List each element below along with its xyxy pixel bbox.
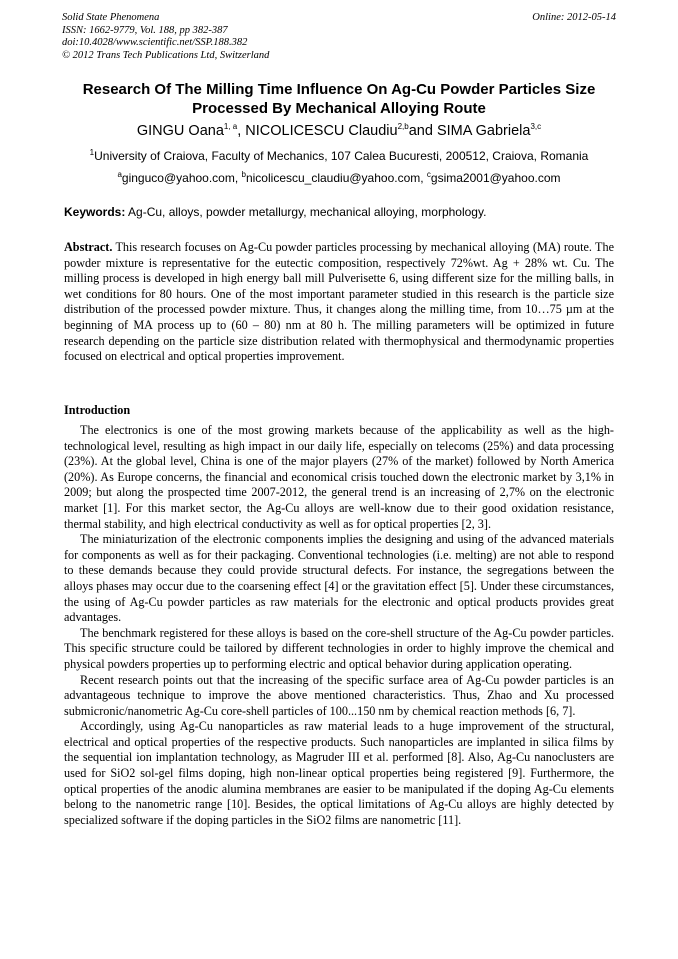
- online-date: Online: 2012-05-14: [532, 12, 616, 23]
- abstract-text: This research focuses on Ag-Cu powder particles processing by mechanical alloying (MA) route. The powder mixture is representative for the eutectic composition, respectively 72%wt. Ag + 28% wt. Cu. The milling process is developed in high energy ball mill Pulverisette 6, using different size for the milling balls, in wet conditions for 80 hours. One of the most important parameter studied in this research is the particle size distribution of the processed powder mixture. Thus, it changes along the milling time, from 10…75 µm at the beginning of MA process up to (60 – 80) nm at 80 h. The milling parameters will be optimized in future research depending on the particle size distribution related with thermophysical and thermodynamic properties focused on electrical and optical properties improvement.: [64, 240, 614, 364]
- paragraph: The electronics is one of the most growing markets because of the applicability as well as the high-technological level, resulting as high impact in our daily life, especially on telecoms (25%) and data processing (23%). At the global level, China is one of the major players (27% of the market) followed by North America (20%). As Europe concerns, the financial and economical crisis touched down the electronic market by 3,1% in 2009; but along the prospected time 2007-2012, the general trend is an increasing of 2,7% on the electronic market [1]. For this market sector, the Ag-Cu alloys are well-know due to their good oxidation resistance, thermal stability, and high electrical conductivity as well as for optical properties [2, 3].: [64, 423, 614, 531]
- doi-line: doi:10.4028/www.scientific.net/SSP.188.382: [62, 37, 248, 48]
- journal-name: Solid State Phenomena: [62, 12, 160, 23]
- issn-line: ISSN: 1662-9779, Vol. 188, pp 382-387: [62, 24, 228, 36]
- paragraph: The benchmark registered for these alloys is based on the core-shell structure of the Ag-Cu powder particles. This specific structure could be tailored by different technologies in order to highly improve the chemical and physical powders properties up to performing electric and optical behavior during application operating.: [64, 625, 614, 671]
- title-line-1: Research Of The Milling Time Influence On Ag-Cu Powder Particles Size: [82, 81, 596, 98]
- author-list: [20, 122, 658, 140]
- title-line-2: Processed By Mechanical Alloying Route: [192, 100, 486, 117]
- keywords-text: Ag-Cu, alloys, powder metallurgy, mechanical alloying, morphology.: [125, 205, 487, 219]
- keywords-label: Keywords:: [64, 205, 126, 219]
- author-separator: and: [408, 123, 437, 139]
- author-name: SIMA Gabriela: [436, 123, 531, 139]
- email-address: gsima2001@yahoo.com: [430, 171, 561, 185]
- introduction-body: [64, 423, 614, 828]
- email-address: nicolicescu_claudiu@yahoo.com,: [245, 171, 427, 185]
- author-separator: ,: [237, 123, 246, 139]
- paragraph: The miniaturization of the electronic components implies the designing and using of the advanced materials for components as well as for their packaging. Conventional technologies (i.e. melting) are not able to respond to these demands because they could provide structural defects. For instance, the segregations between the alloys phases may occur due to the coarsening effect [4] or the gravitation effect [5]. Under these circumstances, the using of Ag-Cu powder particles as raw materials for the electronic and optical products provides great advantages.: [64, 532, 614, 625]
- author-name: NICOLICESCU Claudiu: [245, 123, 398, 139]
- keywords: [64, 205, 614, 219]
- author-affil-marker: 2,b: [397, 122, 409, 132]
- author-emails: [20, 171, 658, 185]
- affiliation-text: University of Craiova, Faculty of Mechanics, 107 Calea Bucuresti, 200512, Craiova, Romania: [94, 149, 589, 163]
- paragraph: Recent research points out that the increasing of the specific surface area of Ag-Cu powder particles is an advantageous technique to improve the above mentioned characteristics. Thus, Zhao and Xu processed submicronic/nanometric Ag-Cu core-shell particles of 100...150 nm by chemical reaction methods [6, 7].: [64, 672, 614, 718]
- paragraph: Accordingly, using Ag-Cu nanoparticles as raw material leads to a huge improvement of the structural, electrical and optical properties of the respective products. Such nanoparticles are implanted in silica films by the sequential ion implantation technology, as Magruder III et al. performed [8]. Also, Ag-Cu nanoclusters are used for SiO2 sol-gel films doping, high non-linear optical properties being registered [9]. Furthermore, the optical properties of the anodic alumina membranes are easier to be manipulated if the doping Ag-Cu elements belong to the nanometric range [10]. Besides, the optical limitations of Ag-Cu alloys are highly detected by specialized software if the doping particles in the SiO2 films are nanometric [11].: [64, 719, 614, 827]
- section-heading-introduction: Introduction: [64, 403, 131, 417]
- affiliation-marker: 1: [89, 148, 95, 157]
- email-marker: a: [117, 170, 122, 179]
- abstract: [64, 240, 614, 365]
- email-marker: b: [241, 170, 246, 179]
- copyright-line: © 2012 Trans Tech Publications Ltd, Switzerland: [62, 49, 270, 61]
- paper-title: [40, 80, 638, 118]
- author-affil-marker: 3,c: [530, 122, 542, 132]
- affiliation: [20, 149, 658, 163]
- author-affil-marker: 1, a: [223, 122, 238, 132]
- email-address: ginguco@yahoo.com,: [121, 171, 242, 185]
- author-name: GINGU Oana: [136, 123, 224, 139]
- journal-header: [62, 12, 616, 62]
- email-marker: c: [426, 170, 431, 179]
- abstract-label: Abstract.: [64, 240, 113, 254]
